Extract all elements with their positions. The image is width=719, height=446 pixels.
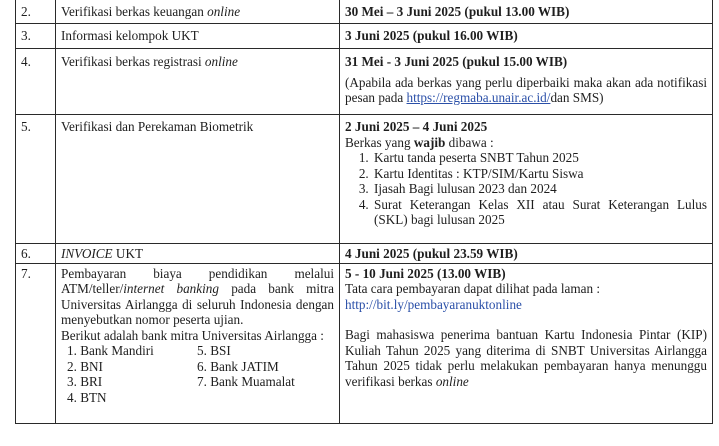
list-item: 3. Ijasah Bagi lulusan 2023 dan 2024 bbox=[372, 181, 707, 197]
row-number: 6. bbox=[16, 244, 56, 264]
table-row bbox=[16, 244, 713, 264]
required-docs-intro: Berkas yang wajib dibawa : bbox=[345, 134, 494, 150]
schedule-cell bbox=[340, 263, 713, 423]
schedule-cell: 4 Juni 2025 (pukul 23.59 WIB) bbox=[340, 244, 713, 264]
list-item: 3. BRI bbox=[67, 374, 103, 389]
list-item: 1. Kartu tanda peserta SNBT Tahun 2025 bbox=[372, 150, 707, 166]
partner-bank-list bbox=[67, 343, 334, 405]
row-number: 5. bbox=[16, 115, 56, 244]
activity-cell: Verifikasi dan Perekaman Biometrik bbox=[56, 115, 340, 244]
table-row bbox=[16, 115, 713, 244]
list-item: 1. Bank Mandiri bbox=[67, 343, 154, 358]
table-row bbox=[16, 263, 713, 423]
list-item: 4. BTN bbox=[67, 389, 107, 405]
activity-cell bbox=[56, 263, 340, 423]
schedule-date: 5 - 10 Juni 2025 (13.00 WIB) bbox=[345, 265, 506, 281]
list-item: 5. BSI bbox=[197, 343, 231, 358]
partner-banks-intro: Berikut adalah bank mitra Universitas Airlangga : bbox=[61, 327, 324, 343]
schedule-cell: 3 Juni 2025 (pukul 16.00 WIB) bbox=[340, 24, 713, 49]
list-item: 7. Bank Muamalat bbox=[197, 374, 295, 389]
required-docs-list bbox=[345, 150, 707, 228]
row-number: 4. bbox=[16, 49, 56, 115]
kip-note: Bagi mahasiswa penerima bantuan Kartu Indonesia Pintar (KIP) Kuliah Tahun 2025 yang diterima di SNBT Universitas Airlangga Tahun 2025 tidak perlu melakukan pembayaran hanya menunggu verifikasi berkas online bbox=[345, 327, 707, 389]
schedule-date: 31 Mei - 3 Juni 2025 (pukul 15.00 WIB) bbox=[345, 54, 568, 69]
payment-description: Pembayaran biaya pendidikan melalui ATM/teller/internet banking pada bank mitra Universitas Airlangga di seluruh Indonesia dengan menyebutkan nomor peserta ujian. bbox=[61, 265, 334, 327]
list-item: 2. Kartu Identitas : KTP/SIM/Kartu Siswa bbox=[372, 166, 707, 182]
schedule-date: 2 Juni 2025 – 4 Juni 2025 bbox=[345, 119, 488, 134]
regmaba-link[interactable]: https://regmaba.unair.ac.id/ bbox=[406, 90, 551, 105]
list-item: 4. Surat Keterangan Kelas XII atau Surat Keterangan Lulus (SKL) bagi lulusan 2025 bbox=[372, 197, 707, 228]
schedule-cell: 30 Mei – 3 Juni 2025 (pukul 13.00 WIB) bbox=[340, 0, 713, 24]
activity-cell: Informasi kelompok UKT bbox=[56, 24, 340, 49]
table-row bbox=[16, 24, 713, 49]
schedule-table bbox=[15, 0, 713, 424]
activity-cell: INVOICE UKT bbox=[56, 244, 340, 264]
list-item: 6. Bank JATIM bbox=[197, 358, 279, 374]
list-item: 2. BNI bbox=[67, 358, 103, 374]
schedule-cell bbox=[340, 49, 713, 115]
activity-cell: Verifikasi berkas registrasi online bbox=[56, 49, 340, 115]
row-number: 7. bbox=[16, 263, 56, 423]
row-number: 2. bbox=[16, 0, 56, 24]
table-row bbox=[16, 49, 713, 115]
payment-link[interactable]: http://bit.ly/pembayaranuktonline bbox=[345, 296, 522, 312]
row-number: 3. bbox=[16, 24, 56, 49]
schedule-note: (Apabila ada berkas yang perlu diperbaiki maka akan ada notifikasi pesan pada https://regmaba.unair.ac.id/dan SMS) bbox=[345, 74, 707, 105]
table-row bbox=[16, 0, 713, 24]
payment-info: Tata cara pembayaran dapat dilihat pada laman : bbox=[345, 281, 601, 296]
activity-cell: Verifikasi berkas keuangan online bbox=[56, 0, 340, 24]
schedule-cell bbox=[340, 115, 713, 244]
